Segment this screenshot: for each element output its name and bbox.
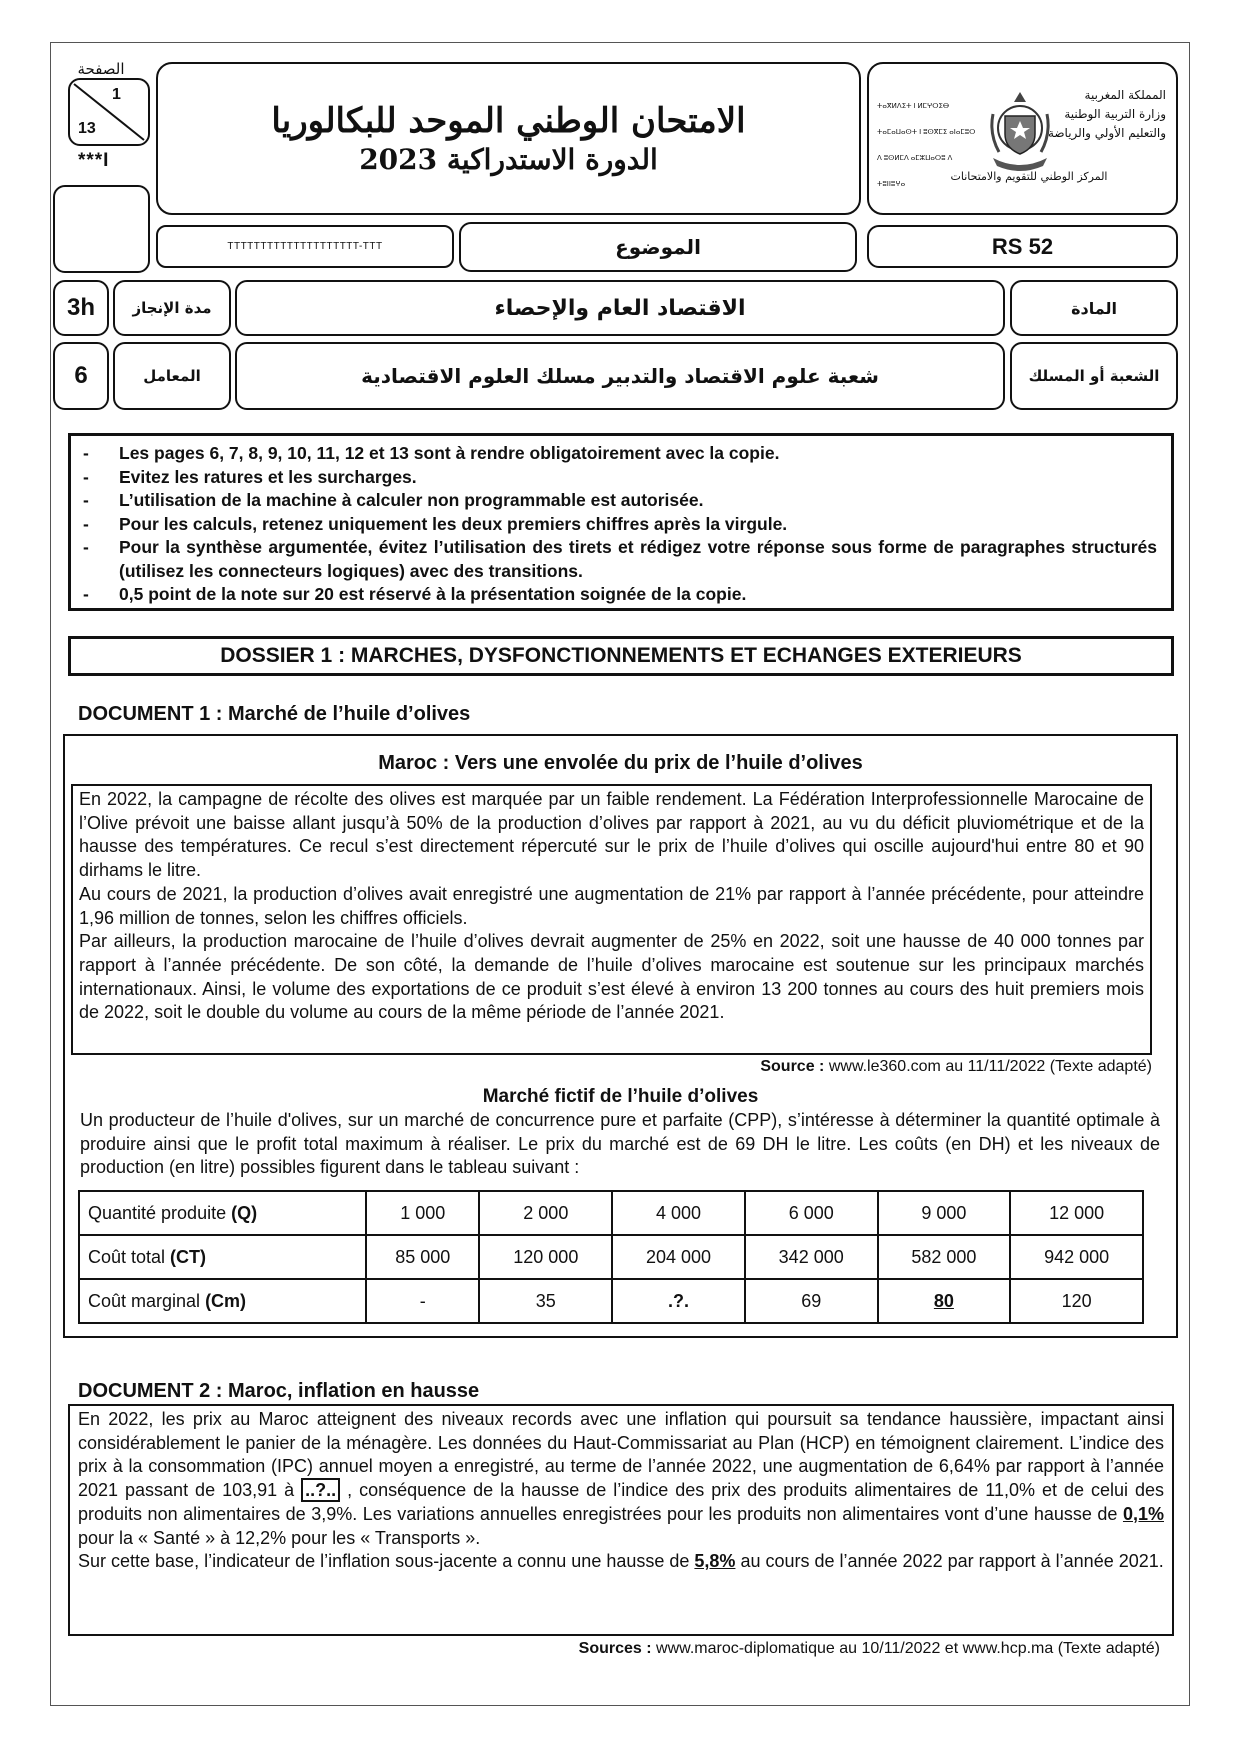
doc1-title: DOCUMENT 1 : Marché de l’huile d’olives xyxy=(78,703,471,725)
doc2-source xyxy=(579,1640,1160,1658)
instructions-list xyxy=(83,442,1157,607)
doc2-paragraph xyxy=(78,1408,1164,1550)
barcode-strip: TTTTTTTTTTTTTTTTTTTT-TTT xyxy=(156,225,454,268)
table-cell: 120 xyxy=(1010,1279,1143,1323)
instruction-text: Pour les calculs, retenez uniquement les deux premiers chiffres après la virgule. xyxy=(119,513,788,534)
doc2-title: DOCUMENT 2 : Maroc, inflation en hausse xyxy=(78,1380,480,1402)
ministry-logo-box xyxy=(867,62,1178,215)
instruction-dash: - xyxy=(83,513,89,534)
doc2-text: En 2022, les prix au Maroc atteignent des niveaux records avec une inflation qui poursuit sa tendance haussière, impactant ainsi considérablement le panier de la ménagère. Les données du Haut-Commissariat au Plan (HCP) en témoignent clairement. L’indice des prix à la consommation (IPC) annuel moyen a enregistré, au terme de l’année 2022, une augmentation de 6,64% par rapport à l’année 2021 passant de 103,91 à xyxy=(78,1409,1164,1501)
fictive-market-title: Marché fictif de l’huile d’olives xyxy=(482,1086,759,1107)
page-total: 13 xyxy=(78,120,96,137)
exam-session: الدورة الاستدراكية 2023 xyxy=(359,142,658,176)
table-cell: 582 000 xyxy=(878,1235,1011,1279)
table-row xyxy=(79,1279,1143,1323)
table-cell: 12 000 xyxy=(1010,1191,1143,1235)
fictive-market-text: Un producteur de l’huile d'olives, sur un marché de concurrence pure et parfaite (CPP), s’intéresse à déterminer la quantité optimale à produire ainsi que le profit total maximum à réaliser. Le prix du marché est de 69 DH le litre. Les coûts (en DH) et les niveaux de production (en litre) possibles figurent dans le tableau suivant : xyxy=(80,1110,1160,1178)
doc1-article-box xyxy=(71,784,1152,1055)
table-cell: - xyxy=(366,1279,479,1323)
table-row xyxy=(79,1235,1143,1279)
ministry-line: وزارة التربية الوطنية xyxy=(1064,107,1166,121)
table-cell: 9 000 xyxy=(878,1191,1011,1235)
table-cell-blank: .?. xyxy=(612,1279,745,1323)
row-label xyxy=(79,1191,366,1235)
table-cell: 204 000 xyxy=(612,1235,745,1279)
doc2-paragraph xyxy=(78,1550,1164,1574)
instruction-dash: - xyxy=(83,490,89,510)
stars-mark: ***I xyxy=(78,150,110,171)
doc1-article-title: Maroc : Vers une envolée du prix de l’huile d’olives xyxy=(378,752,863,774)
instruction-item xyxy=(83,442,1157,466)
table-cell: 69 xyxy=(745,1279,878,1323)
instruction-item xyxy=(83,583,1157,607)
coat-of-arms-icon xyxy=(987,88,1053,178)
doc1-paragraph: Au cours de 2021, la production d’olives avait enregistré une augmentation de 21% par rapport à l’année précédente, pour atteindre 1,96 million de tonnes, selon les chiffres officiels. xyxy=(79,883,1144,928)
source-text: www.le360.com au 11/11/2022 (Texte adapté) xyxy=(828,1058,1152,1075)
subject-label: الموضوع xyxy=(459,222,857,272)
table-cell: 342 000 xyxy=(745,1235,878,1279)
instruction-item xyxy=(83,466,1157,490)
table-cell-highlight: 80 xyxy=(878,1279,1011,1323)
table-cell: 6 000 xyxy=(745,1191,878,1235)
row-label xyxy=(79,1235,366,1279)
instruction-text: Pour la synthèse argumentée, évitez l’utilisation des tirets et rédigez votre réponse sous forme de paragraphes structurés (utilisez les connecteurs logiques) avec des transitions. xyxy=(119,537,1157,581)
doc2-blank: ..?.. xyxy=(301,1478,340,1502)
instruction-dash: - xyxy=(83,537,89,557)
instruction-dash: - xyxy=(83,443,89,463)
table-row xyxy=(79,1191,1143,1235)
source-label: Sources : xyxy=(578,1640,652,1657)
ministry-line: المملكة المغربية xyxy=(1084,88,1166,102)
exam-title: الامتحان الوطني الموحد للبكالوريا xyxy=(271,100,746,141)
instruction-text: Les pages 6, 7, 8, 9, 10, 11, 12 et 13 sont à rendre obligatoirement avec la copie. xyxy=(119,443,780,463)
row-label-abbr: (Q) xyxy=(231,1202,258,1223)
doc1-paragraph: Par ailleurs, la production marocaine de l’huile d’olives devrait augmenter de 25% en 2022, soit une hausse de 40 000 tonnes par rapport à l’année précédente. De son côté, la demande de l’huile d’olives marocaine est soutenue sur les principaux marchés internationaux. Ainsi, le volume des exportations de ce produit s’est élevé à environ 13 200 tonnes au cours des huit premiers mois de 2022, soit le double du volume au cours de la même période de l’année 2021. xyxy=(79,931,1144,1023)
table-cell: 85 000 xyxy=(366,1235,479,1279)
table-cell: 942 000 xyxy=(1010,1235,1143,1279)
page-current: 1 xyxy=(112,86,121,103)
row-label-text: Quantité produite xyxy=(88,1202,232,1223)
row-label-abbr: (CT) xyxy=(170,1246,207,1267)
table-cell: 1 000 xyxy=(366,1191,479,1235)
row-label-text: Coût marginal xyxy=(88,1290,206,1311)
ministry-line: والتعليم الأولي والرياضة xyxy=(1047,126,1166,140)
doc2-text: au cours de l’année 2022 par rapport à l’année 2021. xyxy=(735,1551,1164,1572)
row-label-abbr: (Cm) xyxy=(205,1290,247,1311)
branch-label: الشعبة أو المسلك xyxy=(1010,342,1178,410)
branch-name: شعبة علوم الاقتصاد والتدبير مسلك العلوم الاقتصادية xyxy=(235,342,1005,410)
subject-name: الاقتصاد العام والإحصاء xyxy=(235,280,1005,336)
doc2-text: Sur cette base, l’indicateur de l’inflation sous-jacente a connu une hausse de xyxy=(78,1551,695,1572)
row-label xyxy=(79,1279,366,1323)
table-cell: 2 000 xyxy=(479,1191,612,1235)
doc2-highlight: 0,1% xyxy=(1122,1503,1164,1524)
instruction-text: L’utilisation de la machine à calculer non programmable est autorisée. xyxy=(119,490,704,510)
instruction-item xyxy=(83,536,1157,583)
tifinagh-line: ⵜⴰⵎⴰⵡⴰⵙⵜ ⵏ ⵓⵙⴳⵎⵉ ⴰⵏⴰⵎⵓⵔ xyxy=(877,129,976,136)
instruction-item xyxy=(83,513,1157,537)
instructions-box xyxy=(68,433,1174,611)
tifinagh-line: ⴷ ⵓⵙⵍⵎⴷ ⴰⵎⵣⵡⴰⵔⵓ ⴷ ⵜⵓⵏⵏⵓⵖⴰ xyxy=(877,155,953,188)
table-cell: 35 xyxy=(479,1279,612,1323)
doc2-box xyxy=(68,1404,1174,1636)
instruction-text: Evitez les ratures et les surcharges. xyxy=(119,466,417,487)
subject-name-label: المادة xyxy=(1010,280,1178,336)
instruction-item xyxy=(83,489,1157,513)
instruction-text: 0,5 point de la note sur 20 est réservé à la présentation soignée de la copie. xyxy=(119,584,747,604)
doc1-source xyxy=(760,1058,1152,1076)
table-cell: 4 000 xyxy=(612,1191,745,1235)
exam-title-box xyxy=(156,62,861,215)
doc1-paragraph: En 2022, la campagne de récolte des olives est marquée par un faible rendement. La Fédération Interprofessionnelle Marocaine de l’Olive prévoit une baisse allant jusqu’à 50% de la production d’olives par rapport à 2021, au vu du déficit pluviométrique et de la hausse des températures. Ce recul s’est directement répercuté sur le prix de l’huile d’olives qui oscille aujourd'hui entre 80 et 90 dirhams le litre. xyxy=(79,789,1144,881)
instruction-dash: - xyxy=(83,466,89,487)
tifinagh-line: ⵜⴰⴳⵍⴷⵉⵜ ⵏ ⵍⵎⵖⵔⵉⴱ xyxy=(877,103,950,110)
cost-table xyxy=(78,1190,1144,1324)
dossier-title: DOSSIER 1 : MARCHES, DYSFONCTIONNEMENTS ET ECHANGES EXTERIEURS xyxy=(68,636,1174,676)
source-label: Source : xyxy=(760,1058,825,1075)
doc2-text: pour la « Santé » à 12,2% pour les « Transports ». xyxy=(78,1527,481,1548)
doc2-highlight: 5,8% xyxy=(694,1551,736,1572)
page-label: الصفحة xyxy=(77,60,125,78)
page-number-box xyxy=(68,78,150,146)
doc2-text: , conséquence de la hausse de l’indice des prix des produits alimentaires de 11,0% et de celui des produits non alimentaires de 3,9%. Les variations annuelles enregistrées pour les produits non alimentaires vont d’une hausse de xyxy=(78,1480,1164,1524)
coef-label: المعامل xyxy=(113,342,231,410)
row-label-text: Coût total xyxy=(88,1246,171,1267)
table-cell: 120 000 xyxy=(479,1235,612,1279)
source-text: www.maroc-diplomatique au 10/11/2022 et www.hcp.ma (Texte adapté) xyxy=(656,1640,1160,1657)
duration-value: 3h xyxy=(53,280,109,336)
ministry-arabic xyxy=(1046,86,1166,143)
exam-code: RS 52 xyxy=(867,225,1178,268)
duration-label: مدة الإنجاز xyxy=(113,280,231,336)
coef-value: 6 xyxy=(53,342,109,410)
blank-box xyxy=(53,185,150,273)
ministry-center-name: المركز الوطني للتقويم والامتحانات xyxy=(950,170,1108,183)
instruction-dash: - xyxy=(83,584,89,604)
